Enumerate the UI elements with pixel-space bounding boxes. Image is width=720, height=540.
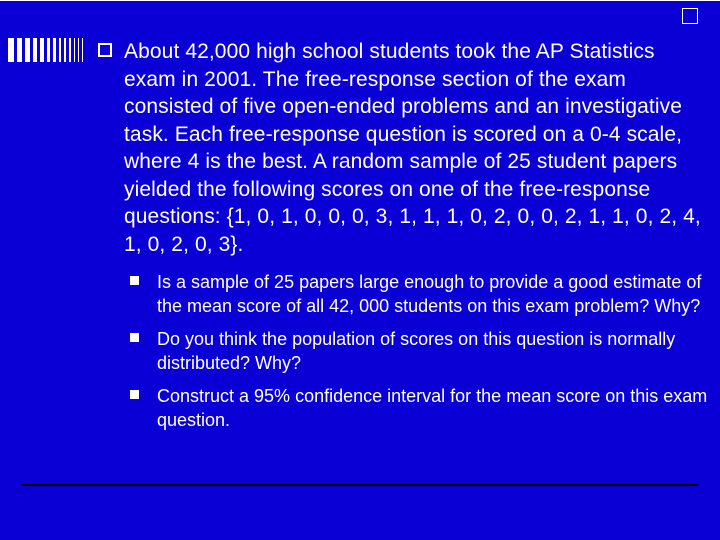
sub-bullet-item — [130, 270, 710, 318]
corner-square-decoration — [682, 8, 698, 24]
filled-square-bullet-icon — [130, 390, 139, 399]
sub-bullet-item — [130, 327, 710, 375]
top-frame-line — [0, 0, 720, 23]
filled-square-bullet-icon — [130, 333, 139, 342]
filled-square-bullet-icon — [130, 276, 139, 285]
bottom-divider-line — [22, 484, 698, 486]
sub-bullet-text: Construct a 95% confidence interval for the mean score on this exam question. — [157, 386, 708, 430]
sub-bullet-text: Do you think the population of scores on this question is normally distributed? Why? — [157, 329, 676, 373]
sub-bullet-text: Is a sample of 25 papers large enough to provide a good estimate of the mean score of all 42, 000 students on this exam problem? Why? — [157, 272, 702, 316]
sub-bullet-item — [130, 384, 710, 432]
sub-bullet-list — [98, 270, 710, 432]
main-bullet-item — [98, 38, 710, 258]
main-bullet-text: About 42,000 high school students took the AP Statistics exam in 2001. The free-response section of the exam consisted of five open-ended problems and an investigative task. Each free-response question is scored on a 0-4 scale, where 4 is the best. A random sample of 25 student papers yielded the following scores on one of the free-response questions: {1, 0, 1, 0, 0, 0, 3, 1, 1, 1, 0, 2, 0, 0, 2, 1, 1, 0, 2, 4, 1, 0, 2, 0, 3}. — [124, 40, 701, 256]
hollow-square-bullet-icon — [98, 43, 112, 57]
slide-content — [98, 38, 710, 441]
